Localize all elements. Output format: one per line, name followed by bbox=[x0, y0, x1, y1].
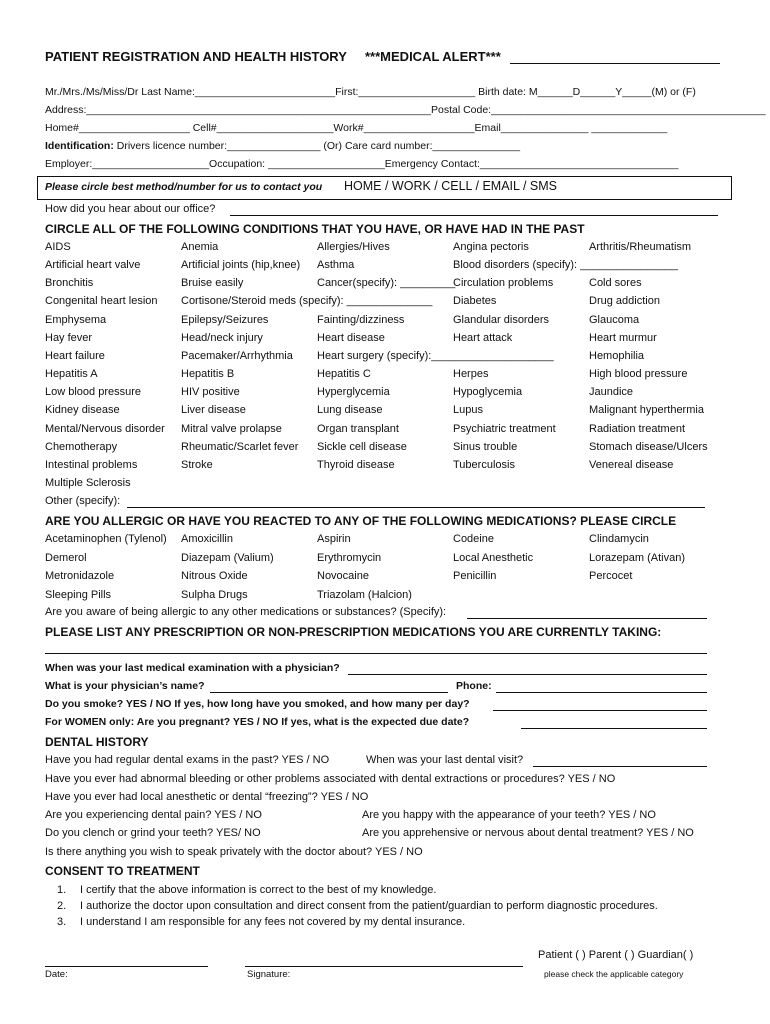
consent-heading: CONSENT TO TREATMENT bbox=[45, 864, 200, 878]
condition-item[interactable]: Artificial joints (hip,knee) bbox=[181, 259, 301, 272]
condition-item[interactable]: Heart disease bbox=[317, 331, 385, 344]
nervous-question[interactable]: Are you apprehensive or nervous about dental treatment? YES / NO bbox=[362, 827, 694, 839]
condition-item[interactable]: HIV positive bbox=[181, 386, 240, 399]
condition-item[interactable]: Pacemaker/Arrhythmia bbox=[181, 349, 293, 362]
conditions-heading: CIRCLE ALL OF THE FOLLOWING CONDITIONS THAT YOU HAVE, OR HAVE HAD IN THE PAST bbox=[45, 222, 585, 236]
medication-allergy-item[interactable]: Sleeping Pills bbox=[45, 588, 112, 601]
condition-item[interactable]: Anemia bbox=[181, 241, 219, 253]
dental-history-heading: DENTAL HISTORY bbox=[45, 735, 149, 749]
condition-item[interactable]: High blood pressure bbox=[589, 368, 688, 381]
condition-item[interactable]: Jaundice bbox=[589, 386, 634, 399]
condition-item[interactable]: Chemotherapy bbox=[45, 440, 118, 453]
condition-item[interactable]: Hepatitis A bbox=[45, 368, 98, 381]
condition-item[interactable]: Hemophilia bbox=[589, 349, 645, 362]
dental-exams-question[interactable]: Have you had regular dental exams in the past? YES / NO bbox=[45, 754, 330, 766]
last-dental-visit-field[interactable] bbox=[533, 766, 707, 767]
identification-row[interactable] bbox=[45, 140, 520, 152]
signature-label: Signature: bbox=[247, 969, 291, 980]
smoking-field[interactable] bbox=[493, 710, 707, 711]
condition-item[interactable]: Heart surgery (specify):____________________ bbox=[317, 349, 554, 362]
condition-item[interactable]: Tuberculosis bbox=[453, 458, 515, 471]
condition-item[interactable]: Angina pectoris bbox=[453, 241, 529, 253]
contact-method-options[interactable]: HOME / WORK / CELL / EMAIL / SMS bbox=[344, 179, 558, 193]
condition-item[interactable]: Head/neck injury bbox=[181, 331, 263, 344]
other-allergy-field[interactable] bbox=[467, 618, 707, 619]
condition-item[interactable]: Heart attack bbox=[453, 331, 513, 344]
condition-item[interactable]: Low blood pressure bbox=[45, 386, 142, 399]
relation-note: please check the applicable category bbox=[544, 969, 684, 979]
medication-allergy-item[interactable]: Clindamycin bbox=[589, 533, 649, 545]
condition-item[interactable]: Heart murmur bbox=[589, 331, 657, 344]
condition-item[interactable]: Artificial heart valve bbox=[45, 259, 141, 272]
condition-item[interactable]: Venereal disease bbox=[589, 458, 674, 471]
medication-allergy-item[interactable]: Codeine bbox=[453, 533, 494, 545]
condition-item[interactable]: Mental/Nervous disorder bbox=[45, 422, 165, 435]
relation-options[interactable]: Patient ( ) Parent ( ) Guardian( ) bbox=[538, 949, 694, 961]
smoking-question[interactable]: Do you smoke? YES / NO If yes, how long have you smoked, and how many per day? bbox=[45, 698, 470, 710]
condition-item[interactable]: Congenital heart lesion bbox=[45, 295, 158, 308]
condition-item[interactable]: Heart failure bbox=[45, 349, 105, 362]
condition-item[interactable]: Epilepsy/Seizures bbox=[181, 313, 269, 326]
referral-question: How did you hear about our office? bbox=[45, 203, 216, 215]
condition-item[interactable]: AIDS bbox=[45, 241, 71, 253]
form-title: PATIENT REGISTRATION AND HEALTH HISTORY bbox=[45, 49, 347, 64]
medical-alert-field[interactable] bbox=[510, 63, 720, 64]
medication-allergy-item[interactable]: Erythromycin bbox=[317, 551, 382, 564]
consent-item-text: I authorize the doctor upon consultation and direct consent from the patient/guardian to perform diagnostic procedures. bbox=[80, 900, 658, 912]
employer-row[interactable]: Employer:____________________Occupation: ____________________Emergency Contact:__________________________________ bbox=[45, 158, 679, 170]
condition-item[interactable]: Circulation problems bbox=[453, 277, 554, 290]
date-line[interactable] bbox=[45, 966, 208, 967]
condition-item[interactable]: Blood disorders (specify): ________________ bbox=[453, 259, 679, 272]
condition-item[interactable]: Mitral valve prolapse bbox=[181, 422, 282, 435]
signature-line[interactable] bbox=[245, 966, 523, 967]
condition-item[interactable]: Glaucoma bbox=[589, 313, 640, 326]
condition-item[interactable]: Stomach disease/Ulcers bbox=[589, 440, 708, 453]
appearance-question[interactable]: Are you happy with the appearance of your teeth? YES / NO bbox=[362, 809, 656, 821]
condition-item[interactable]: Cancer(specify): _________ bbox=[317, 277, 456, 290]
condition-item[interactable]: Sickle cell disease bbox=[317, 440, 407, 453]
medication-allergy-item[interactable]: Amoxicillin bbox=[181, 533, 233, 545]
condition-item[interactable]: Hyperglycemia bbox=[317, 386, 390, 399]
condition-item[interactable]: Cortisone/Steroid meds (specify): ______________ bbox=[181, 295, 433, 308]
medication-allergy-item[interactable]: Triazolam (Halcion) bbox=[317, 588, 412, 601]
condition-item[interactable]: Radiation treatment bbox=[589, 422, 685, 435]
medication-allergy-item[interactable]: Aspirin bbox=[317, 533, 351, 545]
condition-item[interactable]: Thyroid disease bbox=[317, 458, 395, 471]
private-question[interactable]: Is there anything you wish to speak privately with the doctor about? YES / NO bbox=[45, 846, 423, 858]
condition-item[interactable]: Bruise easily bbox=[181, 277, 244, 290]
condition-item[interactable]: Hay fever bbox=[45, 331, 93, 344]
physician-phone-field[interactable] bbox=[496, 692, 707, 693]
condition-item[interactable]: Hypoglycemia bbox=[453, 386, 523, 399]
consent-item-number: 2. bbox=[57, 900, 67, 912]
condition-item[interactable]: Hepatitis C bbox=[317, 368, 371, 381]
allergies-heading: ARE YOU ALLERGIC OR HAVE YOU REACTED TO ANY OF THE FOLLOWING MEDICATIONS? PLEASE CIRCLE bbox=[45, 514, 677, 528]
contact-method-prompt: Please circle best method/number for us to contact you bbox=[45, 181, 323, 193]
condition-item[interactable]: Psychiatric treatment bbox=[453, 422, 556, 435]
medications-heading: PLEASE LIST ANY PRESCRIPTION OR NON-PRESCRIPTION MEDICATIONS YOU ARE CURRENTLY TAKING: bbox=[45, 625, 662, 639]
condition-item[interactable]: Intestinal problems bbox=[45, 458, 138, 471]
medication-allergy-item[interactable]: Local Anesthetic bbox=[453, 551, 534, 564]
condition-item[interactable]: Liver disease bbox=[181, 404, 246, 417]
condition-item[interactable]: Fainting/dizziness bbox=[317, 313, 405, 326]
physician-phone-label: Phone: bbox=[456, 680, 492, 692]
anesthetic-question[interactable]: Have you ever had local anesthetic or dental “freezing”? YES / NO bbox=[45, 791, 369, 803]
medication-allergy-item[interactable]: Metronidazole bbox=[45, 570, 115, 582]
physician-name-label: What is your physician’s name? bbox=[45, 680, 205, 692]
condition-item[interactable]: Lupus bbox=[453, 404, 483, 417]
medications-field[interactable] bbox=[45, 653, 707, 654]
physician-name-field[interactable] bbox=[210, 692, 448, 693]
consent-item-text: I understand I am responsible for any fees not covered by my dental insurance. bbox=[80, 916, 466, 928]
last-exam-question: When was your last medical examination with a physician? bbox=[45, 662, 340, 674]
medication-allergy-item[interactable]: Nitrous Oxide bbox=[181, 570, 248, 582]
consent-item-number: 1. bbox=[57, 884, 67, 896]
condition-item[interactable]: Emphysema bbox=[45, 313, 107, 326]
consent-item-number: 3. bbox=[57, 916, 67, 928]
bleeding-question[interactable]: Have you ever had abnormal bleeding or other problems associated with dental extractions or procedures? YES / NO bbox=[45, 773, 616, 785]
pregnancy-question[interactable]: For WOMEN only: Are you pregnant? YES / NO If yes, what is the expected due date? bbox=[45, 716, 470, 728]
medication-allergy-item[interactable]: Novocaine bbox=[317, 570, 369, 582]
last-exam-field[interactable] bbox=[348, 674, 707, 675]
condition-item[interactable]: Sinus trouble bbox=[453, 440, 518, 453]
condition-item[interactable]: Cold sores bbox=[589, 277, 642, 290]
condition-item[interactable]: Diabetes bbox=[453, 295, 497, 308]
other-condition-label: Other (specify): bbox=[45, 495, 121, 507]
condition-item[interactable]: Drug addiction bbox=[589, 295, 660, 308]
other-condition-field[interactable] bbox=[127, 507, 705, 508]
identification-label: Identification: bbox=[45, 140, 114, 152]
condition-item[interactable]: Stroke bbox=[181, 458, 213, 471]
condition-item[interactable]: Malignant hyperthermia bbox=[589, 404, 704, 417]
condition-item[interactable]: Asthma bbox=[317, 259, 355, 272]
medication-allergy-item[interactable]: Sulpha Drugs bbox=[181, 588, 248, 601]
last-dental-visit-label: When was your last dental visit? bbox=[366, 754, 524, 766]
condition-item[interactable]: Arthritis/Rheumatism bbox=[589, 241, 692, 253]
dental-pain-question[interactable]: Are you experiencing dental pain? YES / NO bbox=[45, 809, 262, 821]
due-date-field[interactable] bbox=[521, 728, 707, 729]
condition-item[interactable]: Herpes bbox=[453, 368, 489, 381]
condition-item[interactable]: Hepatitis B bbox=[181, 368, 235, 381]
address-row[interactable]: Address:___________________________________________________________Postal Code:_______________________________________________ bbox=[45, 104, 766, 116]
medication-allergy-item[interactable]: Percocet bbox=[589, 570, 633, 582]
condition-item[interactable]: Multiple Sclerosis bbox=[45, 476, 131, 489]
condition-item[interactable]: Allergies/Hives bbox=[317, 241, 390, 253]
date-label: Date: bbox=[45, 969, 68, 980]
condition-item[interactable]: Glandular disorders bbox=[453, 313, 549, 326]
medication-allergy-item[interactable]: Acetaminophen (Tylenol) bbox=[45, 533, 167, 545]
referral-field[interactable] bbox=[230, 215, 718, 216]
condition-item[interactable]: Organ transplant bbox=[317, 422, 399, 435]
other-allergy-label: Are you aware of being allergic to any other medications or substances? (Specify): bbox=[45, 606, 447, 618]
phone-email-row[interactable]: Home#___________________ Cell#____________________Work#___________________Email_______________ _____________ bbox=[45, 122, 668, 134]
condition-item[interactable]: Kidney disease bbox=[45, 404, 120, 417]
medication-allergy-item[interactable]: Demerol bbox=[45, 551, 87, 564]
medication-allergy-item[interactable]: Diazepam (Valium) bbox=[181, 551, 274, 564]
condition-item[interactable]: Rheumatic/Scarlet fever bbox=[181, 440, 299, 453]
medication-allergy-item[interactable]: Lorazepam (Ativan) bbox=[589, 551, 685, 564]
name-birthdate-row[interactable]: Mr./Mrs./Ms/Miss/Dr Last Name:________________________First:____________________ Birth date: M______D______Y_____(M) or (F) bbox=[45, 86, 696, 98]
identification-fields: Drivers licence number:________________ (Or) Care card number:_______________ bbox=[113, 140, 521, 152]
grinding-question[interactable]: Do you clench or grind your teeth? YES/ NO bbox=[45, 827, 261, 839]
medication-allergy-item[interactable]: Penicillin bbox=[453, 570, 497, 582]
condition-item[interactable]: Lung disease bbox=[317, 404, 383, 417]
medical-alert-label: ***MEDICAL ALERT*** bbox=[365, 49, 501, 64]
condition-item[interactable]: Bronchitis bbox=[45, 277, 94, 290]
consent-item-text: I certify that the above information is correct to the best of my knowledge. bbox=[80, 884, 437, 896]
